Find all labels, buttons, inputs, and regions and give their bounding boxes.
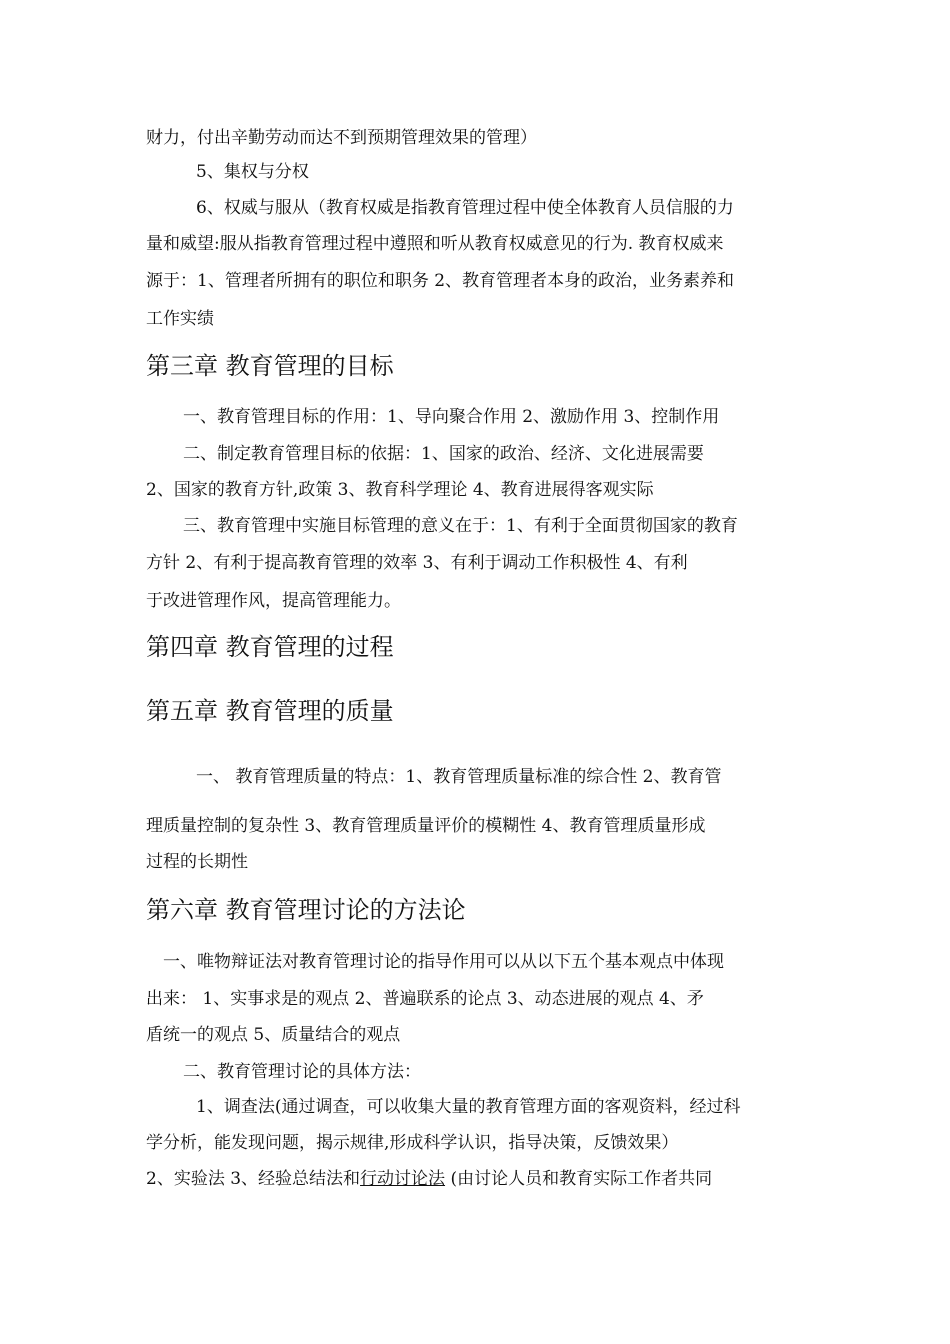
text-line: 方针 2、有利于提高教育管理的效率 3、有利于调动工作积极性 4、有利 [146, 553, 688, 573]
text-line: 财力，付出辛勤劳动而达不到预期管理效果的管理） [146, 128, 537, 148]
text-line: 一、 教育管理质量的特点：1、教育管理质量标准的综合性 2、教育管 [196, 767, 722, 787]
text-line [146, 1168, 712, 1190]
underlined-term: 行动讨论法 [360, 1169, 446, 1189]
text-line: 理质量控制的复杂性 3、教育管理质量评价的模糊性 4、教育管理质量形成 [146, 816, 706, 836]
text-span: (由讨论人员和教育实际工作者共同 [445, 1169, 713, 1189]
chapter-heading: 第六章 教育管理讨论的方法论 [146, 896, 466, 924]
text-line: 盾统一的观点 5、质量结合的观点 [146, 1025, 401, 1045]
text-span: 2、实验法 3、经验总结法和 [146, 1169, 361, 1189]
chapter-heading: 第四章 教育管理的过程 [146, 633, 394, 661]
text-line: 5、集权与分权 [196, 162, 309, 182]
text-line: 2、国家的教育方针,政策 3、教育科学理论 4、教育进展得客观实际 [146, 480, 654, 500]
text-line: 一、教育管理目标的作用：1、导向聚合作用 2、激励作用 3、控制作用 [183, 407, 720, 427]
text-line: 量和威望:服从指教育管理过程中遵照和听从教育权威意见的行为. 教育权威来 [146, 234, 724, 254]
text-line: 出来： 1、实事求是的观点 2、普遍联系的论点 3、动态进展的观点 4、矛 [146, 989, 704, 1009]
text-line: 一、唯物辩证法对教育管理讨论的指导作用可以从以下五个基本观点中体现 [163, 952, 724, 972]
chapter-heading: 第五章 教育管理的质量 [146, 697, 394, 725]
text-line: 6、权威与服从（教育权威是指教育管理过程中使全体教育人员信服的力 [196, 198, 734, 218]
text-line: 工作实绩 [146, 309, 214, 329]
text-line: 三、教育管理中实施目标管理的意义在于：1、有利于全面贯彻国家的教育 [183, 516, 738, 536]
text-line: 二、制定教育管理目标的依据：1、国家的政治、经济、文化进展需要 [183, 444, 704, 464]
text-line: 过程的长期性 [146, 852, 248, 872]
text-line: 二、教育管理讨论的具体方法： [183, 1062, 421, 1082]
text-line: 源于：1、管理者所拥有的职位和职务 2、教育管理者本身的政治，业务素养和 [146, 271, 735, 291]
text-line: 1、调查法(通过调查，可以收集大量的教育管理方面的客观资料，经过科 [196, 1097, 741, 1117]
text-line: 学分析，能发现问题，揭示规律,形成科学认识，指导决策，反馈效果） [146, 1133, 679, 1153]
chapter-heading: 第三章 教育管理的目标 [146, 352, 394, 380]
text-line: 于改进管理作风，提高管理能力。 [146, 591, 401, 611]
